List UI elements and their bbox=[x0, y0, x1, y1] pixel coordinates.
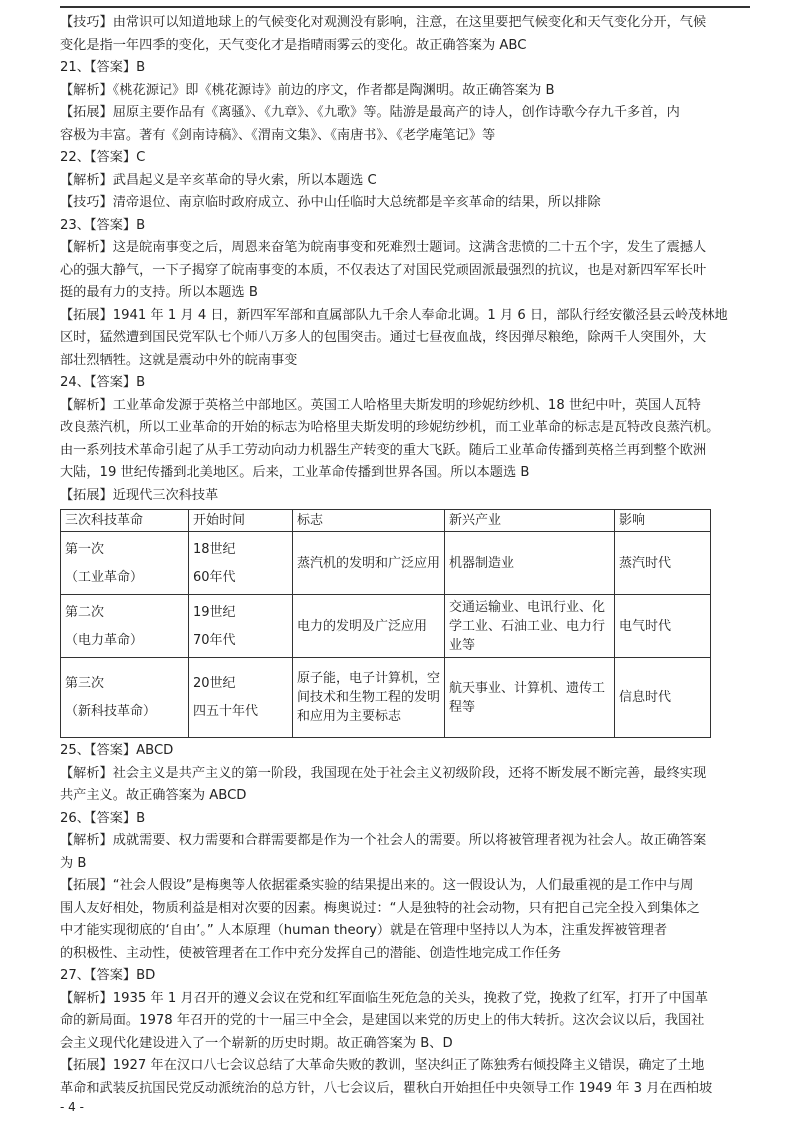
text-line: 【拓展】“社会人假设”是梅奥等人依据霍桑实验的结果提出来的。这一假设认为，人们最重视的是工作中与周 bbox=[60, 878, 694, 893]
text-line: 【解析】工业革命发源于英格兰中部地区。英国工人哈格里夫斯发明的珍妮纺纱机、18 世纪中叶，英国人瓦特 bbox=[60, 397, 701, 413]
table-cell-effect: 电气时代 bbox=[615, 595, 711, 658]
text-line: 【技巧】由常识可以知道地球上的气候变化对观测没有影响，注意，在这里要把气候变化和天气变化分开，气候 bbox=[60, 15, 707, 30]
table-cell-effect: 蒸汽时代 bbox=[615, 532, 711, 595]
text-line: 21、【答案】B bbox=[60, 60, 146, 75]
table-header: 标志 bbox=[293, 510, 445, 532]
revolution-name: （工业革命） bbox=[65, 569, 144, 585]
text-line: 22、【答案】C bbox=[60, 150, 146, 165]
text-line: 【拓展】近现代三次科技革 bbox=[60, 487, 219, 503]
table-cell-time bbox=[189, 532, 293, 595]
text-line: 26、【答案】B bbox=[60, 810, 146, 826]
table-cell-revolution bbox=[61, 658, 189, 738]
table-cell-time bbox=[189, 595, 293, 658]
table-header: 三次科技革命 bbox=[61, 510, 189, 532]
table-row bbox=[61, 658, 711, 738]
revolution-name: （电力革命） bbox=[65, 632, 144, 648]
text-line: 命的新局面。1978 年召开的党的十一届三中全会，是建国以来党的历史上的伟大转折。这次会议以后，我国社 bbox=[60, 1013, 705, 1028]
text-line: 改良蒸汽机，所以工业革命的开始的标志为哈格里夫斯发明的珍妮纺纱机，而工业革命的标志是瓦特改良蒸汽机。 bbox=[60, 420, 720, 435]
text-line: 【拓展】屈原主要作品有《离骚》、《九章》、《九歌》等。陆游是最高产的诗人，创作诗歌今存九千多首，内 bbox=[60, 105, 680, 120]
table-cell-industry: 航天事业、计算机、遗传工程等 bbox=[445, 658, 615, 738]
text-line: 23、【答案】B bbox=[60, 217, 146, 233]
revolution-name: （新科技革命） bbox=[65, 704, 157, 719]
text-line: 大陆，19 世纪传播到北美地区。后来，工业革命传播到世界各国。所以本题选 B bbox=[60, 465, 530, 480]
start-decade: 四五十年代 bbox=[193, 704, 259, 719]
text-line: 的积极性、主动性，使被管理者在工作中充分发挥自己的潜能、创造性地完成工作任务 bbox=[60, 945, 562, 961]
text-line: 24、【答案】B bbox=[60, 375, 146, 390]
tech-revolution-table bbox=[60, 509, 711, 738]
table-cell-mark: 原子能，电子计算机，空间技术和生物工程的发明和应用为主要标志 bbox=[293, 658, 445, 738]
text-line: 【解析】《桃花源记》即《桃花源诗》前边的序文，作者都是陶渊明。故正确答案为 B bbox=[60, 82, 555, 98]
revolution-order: 第二次 bbox=[65, 604, 105, 620]
start-century: 19世纪 bbox=[193, 604, 236, 620]
top-rule bbox=[60, 6, 750, 8]
start-century: 20世纪 bbox=[193, 676, 236, 691]
revolution-order: 第三次 bbox=[65, 676, 105, 691]
table-cell-mark: 电力的发明及广泛应用 bbox=[293, 595, 445, 658]
table-header: 新兴产业 bbox=[445, 510, 615, 532]
text-line: 心的强大静气，一下子揭穿了皖南事变的本质，不仅表达了对国民党顽固派最强烈的抗议，也是对新四军军长叶 bbox=[60, 262, 707, 278]
text-line: 由一系列技术革命引起了从手工劳动向动力机器生产转变的重大飞跃。随后工业革命传播到英格兰再到整个欧洲 bbox=[60, 442, 707, 458]
text-line: 会主义现代化建设进入了一个崭新的历史时期。故正确答案为 B、D bbox=[60, 1035, 453, 1051]
start-decade: 60年代 bbox=[193, 569, 236, 585]
table-header: 影响 bbox=[615, 510, 711, 532]
text-line: 25、【答案】ABCD bbox=[60, 743, 174, 758]
text-line: 【拓展】1927 年在汉口八七会议总结了大革命失败的教训，坚决纠正了陈独秀右倾投降主义错误，确定了土地 bbox=[60, 1058, 705, 1073]
text-line: 部壮烈牺牲。这就是震动中外的皖南事变 bbox=[60, 352, 298, 368]
table-cell-industry: 机器制造业 bbox=[445, 532, 615, 595]
start-century: 18世纪 bbox=[193, 541, 236, 557]
revolution-order: 第一次 bbox=[65, 541, 105, 557]
table-row bbox=[61, 532, 711, 595]
text-line: 区时，猛然遭到国民党军队七个师八万多人的包围突击。通过七昼夜血战，终因弹尽粮绝，除两千人突围外，大 bbox=[60, 330, 707, 345]
start-decade: 70年代 bbox=[193, 632, 236, 648]
text-line: 【技巧】清帝退位、南京临时政府成立、孙中山任临时大总统都是辛亥革命的结果，所以排除 bbox=[60, 195, 601, 210]
table-row bbox=[61, 595, 711, 658]
text-line: 变化是指一年四季的变化，天气变化才是指晴雨雾云的变化。故正确答案为 ABC bbox=[60, 37, 527, 53]
text-line: 围人友好相处，物质利益是相对次要的因素。梅奥说过：“人是独特的社会动物，只有把自己完全投入到集体之 bbox=[60, 900, 700, 916]
table-cell-industry: 交通运输业、电讯行业、化学工业、石油工业、电力行业等 bbox=[445, 595, 615, 658]
text-line: 革命和武装反抗国民党反动派统治的总方针，八七会议后，瞿秋白开始担任中央领导工作 1949 年 3 月在西柏坡 bbox=[60, 1080, 713, 1096]
page-number: - 4 - bbox=[60, 1100, 84, 1114]
text-line: 为 B bbox=[60, 855, 87, 871]
table-header-row bbox=[61, 510, 711, 532]
text-line: 【解析】1935 年 1 月召开的遵义会议在党和红军面临生死危急的关头，挽救了党，挽救了红军，打开了中国革 bbox=[60, 990, 708, 1006]
table-cell-mark: 蒸汽机的发明和广泛应用 bbox=[293, 532, 445, 595]
table-cell-revolution bbox=[61, 532, 189, 595]
page-content bbox=[60, 12, 750, 1100]
text-line: 27、【答案】BD bbox=[60, 968, 156, 983]
text-line: 【解析】社会主义是共产主义的第一阶段，我国现在处于社会主义初级阶段，还将不断发展不断完善，最终实现 bbox=[60, 765, 707, 781]
table-cell-revolution bbox=[61, 595, 189, 658]
text-line: 【解析】武昌起义是辛亥革命的导火索，所以本题选 C bbox=[60, 172, 377, 188]
text-line: 【解析】这是皖南事变之后，周恩来奋笔为皖南事变和死难烈士题词。这满含悲愤的二十五个字，发生了震撼人 bbox=[60, 240, 707, 255]
text-line: 容极为丰富。著有《剑南诗稿》、《渭南文集》、《南唐书》、《老学庵笔记》等 bbox=[60, 127, 496, 143]
text-line: 挺的最有力的支持。所以本题选 B bbox=[60, 285, 258, 300]
text-line: 【拓展】1941 年 1 月 4 日，新四军军部和直属部队九千余人奉命北调。1 月 6 日，部队行经安徽泾县云岭茂林地 bbox=[60, 307, 728, 323]
text-line: 中才能实现彻底的‘自由’。” 人本原理（human theory）就是在管理中坚持以人为本，注重发挥被管理者 bbox=[60, 923, 668, 938]
table-cell-time bbox=[189, 658, 293, 738]
table-header: 开始时间 bbox=[189, 510, 293, 532]
table-cell-effect: 信息时代 bbox=[615, 658, 711, 738]
text-line: 【解析】成就需要、权力需要和合群需要都是作为一个社会人的需要。所以将被管理者视为社会人。故正确答案 bbox=[60, 833, 707, 848]
text-line: 共产主义。故正确答案为 ABCD bbox=[60, 788, 247, 803]
